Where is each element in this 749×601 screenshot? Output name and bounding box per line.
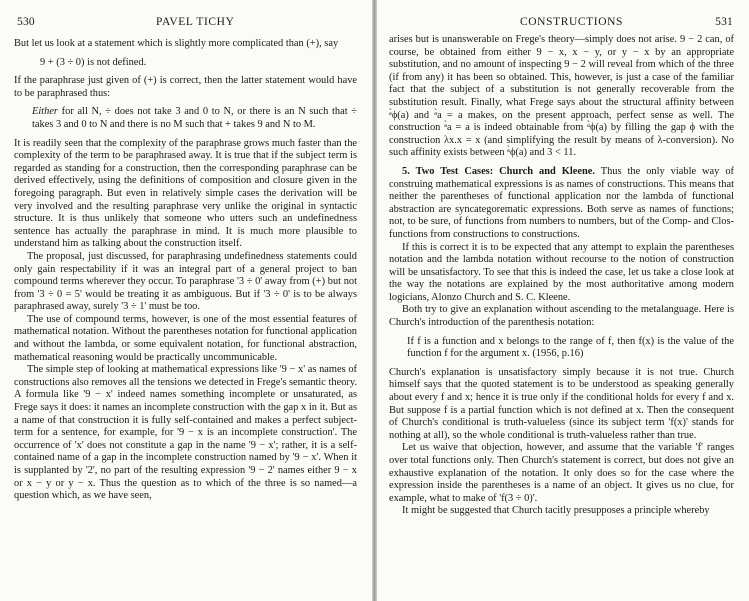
left-body-text [14,38,357,503]
emphasis: Either [32,106,58,118]
running-head-chapter: CONSTRUCTIONS [520,16,624,28]
paraphrase-block [32,106,357,131]
page-number: 531 [715,16,733,28]
paragraph: The use of compound terms, however, is one of the most essential features of mathematical notation. Without the parentheses notation for functional application and without the lambda, or some equivalent notation, for functional abstraction, mathematical reasoning would be practically uncommunicable. [14,313,357,363]
block-quote: If f is a function and x belongs to the range of f, then f(x) is the value of the function f for the argument x. (1956, p.16) [407,335,734,360]
section-paragraph [389,166,734,242]
paragraph: It might be suggested that Church tacitly presupposes a principle whereby [402,505,710,517]
page-number: 530 [17,16,35,28]
paragraph: If this is correct it is to be expected that any attempt to explain the parentheses notation and the lambda notation without recourse to the notion of construction will be unsatisfactory. To see that this is indeed the case, let us take a close look at the way the notations are explained by the most authoritative among modern logicians, Alonzo Church and S. C. Kleene. [389,241,734,303]
right-body-text [389,34,734,518]
paragraph: arises but is unanswerable on Frege's theory—simply does not arise. 9 − 2 can, of course, be obtained from either 9 − x, x − y, or y − x by an appropriate substitution, and no amount of inspecting 9 − 2 will reveal from which of the three (if from any) it has been so obtained. This, however, is just a case of the familiar fact that the subject of a substitution is not generally recoverable from the substitution result. Finally, what Frege says about the structural affinity between ᵃ̀ϕ(a) and ᵃ̀a = a makes, on the present approach, perfect sense as well. The construction ᵃ̀a = a is indeed obtainable from ᵃ̀ϕ(a) by filling the gap ϕ with the construction λx.x = x (and simplifying the result by means of λ-conversion). No such affinity exists between ᵃ̀ϕ(a) and 3 < 11. [389,34,734,159]
paragraph: Let us waive that objection, however, and assume that the variable 'f' ranges over total functions only. Then Church's statement is correct, but does not give an exhaustive explanation of the notation. It only does so for the case where the expression inside the parentheses is a name of an object. It gives us no clue, for example, what to make of 'f(3 ÷ 0)'. [389,442,734,504]
left-page [0,0,372,601]
section-text: Thus the only viable way of construing mathematical expressions is as names of constructions. This means that neither the parentheses of functional application nor the lambda of functional abstraction are syncategorematic expressions. Both serve as names of functions; not, to be sure, of functions from numbers to numbers, but of the Comp- and Clos-functions from constructions to constructions. [389,165,735,240]
paragraph: Both try to give an explanation without ascending to the metalanguage. Here is Church's introduction of the parenthesis notation: [389,304,734,329]
paragraph: The proposal, just discussed, for paraphrasing undefinedness statements could only gain respectability if it was an integral part of a general project to ban compound terms wherever they occur. To paraphrase '3 ÷ 0' away from (+) but not from '3 ÷ 0 = 5' would be treating it as ambiguous. But if '3 ÷ 0' is to be always paraphrased away, surely '3 ÷ 1' must be too. [14,250,357,313]
formula: 9 + (3 ÷ 0) is not defined. [40,56,147,68]
right-page [377,0,749,601]
running-head-author: PAVEL TICHY [156,16,235,28]
paragraph: The simple step of looking at mathematical expressions like '9 − x' as names of constructions also removes all the tensions we detected in Frege's semantic theory. A formula like '9 − x' indeed names something incomplete or unsaturated, as Frege says it does: it names an incomplete construction with the gap x in it. But as a name of that construction it is fully self-contained and makes a perfect subject-term for a sentence, for example, for '9 − x is an incomplete construction'. The occurrence of 'x' does not constitute a gap in the name '9 − x'; rather, it is a self-contained name of a gap in the incomplete construction named by '9 − x'. When it is supplanted by '2', no part of the resulting expression '9 − 2' names either 9 − x or x − y or y − x. Thus the question as to which of the three is so named—a question which, as we have seen, [14,364,357,502]
section-heading: 5. Two Test Cases: Church and Kleene. [402,165,595,177]
paraphrase-text: for all N, ÷ does not take 3 and 0 to N, or there is an N such that ÷ takes 3 and 0 to N and there is no M such that + takes 9 and N to M. [32,106,357,130]
paragraph: It is readily seen that the complexity of the paraphrase grows much faster than the complexity of the term to be paraphrased away. It is true that if the subject term is regarded as standing for a construction, then the corresponding paraphrase can be derived effectively, using the definitions of composition and closure given in the foregoing paragraph. But even in relatively simple cases the derivation will be very involved and the resulting paraphrase very unlike the original in syntactic structure. It is thus unlikely that someone who utters such an undefinedness sentence has actually the paraphrase in mind. It is much more plausible to understand him as talking about the construction itself. [14,137,357,250]
paragraph: But let us look at a statement which is slightly more complicated than (+), say [14,38,339,49]
paragraph: If the paraphrase just given of (+) is correct, then the latter statement would have to be paraphrased thus: [14,75,357,99]
paragraph: Church's explanation is unsatisfactory simply because it is not true. Church himself says that the quoted statement is to be understood as speaking generally about every f and x; hence it is true only if the conditional holds for every f and x. But suppose f is a partial function which is not defined at x. Then the consequent of Church's conditional is truth-valueless (since its subject term 'f(x)' stands for nothing at all), so the whole conditional is truth-valueless rather than true. [389,366,734,441]
